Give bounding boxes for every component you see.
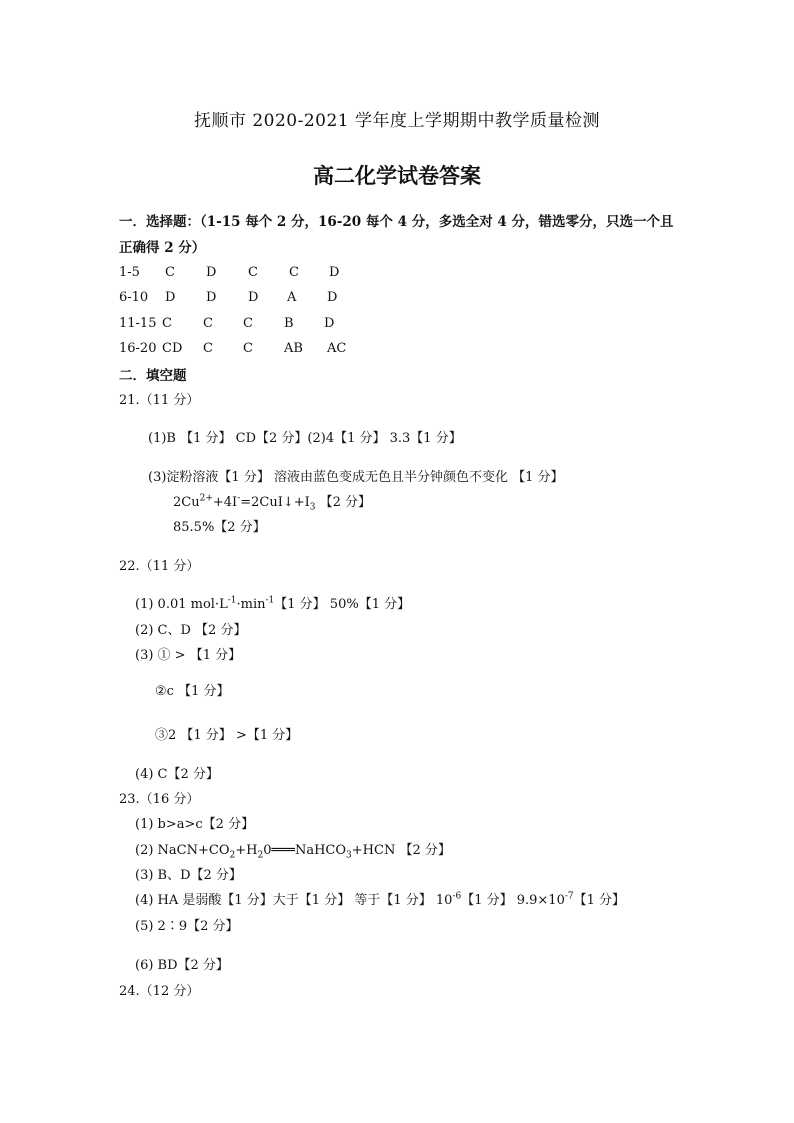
q21-equation-part: 【2 分】	[315, 495, 372, 510]
doc-title: 抚顺市 2020-2021 学年度上学期期中教学质量检测	[193, 111, 601, 131]
q22-header: 22.（11 分）	[119, 559, 200, 574]
q21-equation-sub: 3	[309, 502, 316, 513]
q21-equation-part: +4I	[212, 495, 238, 510]
section2-heading: 二．填空题	[119, 368, 187, 384]
q23-line5: (5) 2∶9【2 分】	[135, 919, 239, 934]
section1-heading-line1: 一．选择题：（1-15 每个 2 分，16-20 每个 4 分，多选全对 4 分，错选零分，只选一个且	[119, 214, 674, 230]
answer-cell: C	[203, 341, 213, 356]
answer-cell: C	[203, 316, 213, 331]
q23-equation-sub: 2	[257, 850, 264, 861]
q23-header: 23.（16 分）	[119, 792, 200, 807]
q23-equation-part: +H	[235, 843, 258, 858]
answer-cell: B	[284, 316, 294, 331]
q22-line3: (3) ① > 【1 分】	[135, 648, 242, 663]
answer-cell: C	[243, 341, 253, 356]
q23-line6: (6) BD【2 分】	[135, 958, 229, 973]
q21-equation-sup: 2+	[199, 493, 213, 504]
q22-rate-part: ·min	[236, 597, 266, 612]
answer-cell: AB	[284, 341, 303, 356]
q21-line2: (3)淀粉溶液【1 分】 溶液由蓝色变成无色且半分钟颜色不变化 【1 分】	[148, 470, 564, 485]
answer-range: 11-15	[119, 316, 157, 331]
q22-rate-sup: -1	[265, 595, 275, 606]
q22-rate-sup: -1	[227, 595, 237, 606]
q21-line4: 85.5%【2 分】	[173, 520, 266, 535]
answer-cell: C	[165, 265, 175, 280]
answer-range: 1-5	[119, 265, 140, 280]
answer-cell: D	[165, 290, 176, 305]
q22-line6: (4) C【2 分】	[135, 767, 219, 782]
answer-range: 6-10	[119, 290, 149, 305]
q22-line2: (2) C、D 【2 分】	[135, 623, 247, 638]
answer-cell: CD	[162, 341, 183, 356]
answer-cell: C	[162, 316, 172, 331]
q23-equation-part: 0═══NaHCO	[263, 843, 347, 858]
q22-rate-part: 【1 分】 50%【1 分】	[274, 597, 411, 612]
answer-cell: D	[324, 316, 335, 331]
q23-line4-part: 【1 分】	[573, 893, 626, 908]
q23-line2	[135, 842, 451, 860]
q22-line5: ③2 【1 分】 >【1 分】	[155, 728, 299, 743]
q22-rate-part: (1) 0.01 mol·L	[135, 597, 228, 612]
q23-line3: (3) B、D【2 分】	[135, 868, 242, 883]
answer-range: 16-20	[119, 341, 157, 356]
answer-cell: D	[248, 290, 259, 305]
q23-line4-sup: -6	[452, 891, 462, 902]
answer-cell: D	[327, 290, 338, 305]
q23-line4-sup: -7	[564, 891, 574, 902]
q23-equation-part: +HCN 【2 分】	[351, 843, 451, 858]
q21-equation-part: 2Cu	[173, 495, 200, 510]
answer-cell: C	[289, 265, 299, 280]
q23-line1: (1) b>a>c【2 分】	[135, 817, 255, 832]
q23-line4	[135, 892, 625, 910]
answer-cell: A	[287, 290, 297, 305]
q21-line1: (1)B 【1 分】 CD【2 分】(2)4【1 分】 3.3【1 分】	[148, 431, 462, 446]
q24-header: 24.（12 分）	[119, 984, 200, 999]
q23-equation-part: (2) NaCN+CO	[135, 843, 230, 858]
q21-header: 21.（11 分）	[119, 393, 200, 408]
q22-line1	[135, 596, 410, 614]
q22-line4: ②c 【1 分】	[155, 684, 230, 699]
q21-equation-part: =2CuI↓+I	[240, 495, 310, 510]
q21-line3	[173, 494, 371, 512]
q23-line4-part: 【1 分】 9.9×10	[461, 893, 565, 908]
answer-cell: C	[248, 265, 258, 280]
q23-line4-part: (4) HA 是弱酸【1 分】大于【1 分】 等于【1 分】 10	[135, 893, 453, 908]
answer-cell: AC	[327, 341, 347, 356]
answer-cell: D	[206, 265, 217, 280]
doc-subtitle: 高二化学试卷答案	[313, 163, 481, 188]
answer-cell: D	[329, 265, 340, 280]
answer-cell: C	[243, 316, 253, 331]
q23-equation-sub: 2	[229, 850, 236, 861]
q21-equation-sup: -	[237, 493, 241, 504]
q23-equation-sub: 3	[346, 850, 352, 861]
section1-heading-line2: 正确得 2 分）	[119, 240, 206, 256]
answer-cell: D	[206, 290, 217, 305]
